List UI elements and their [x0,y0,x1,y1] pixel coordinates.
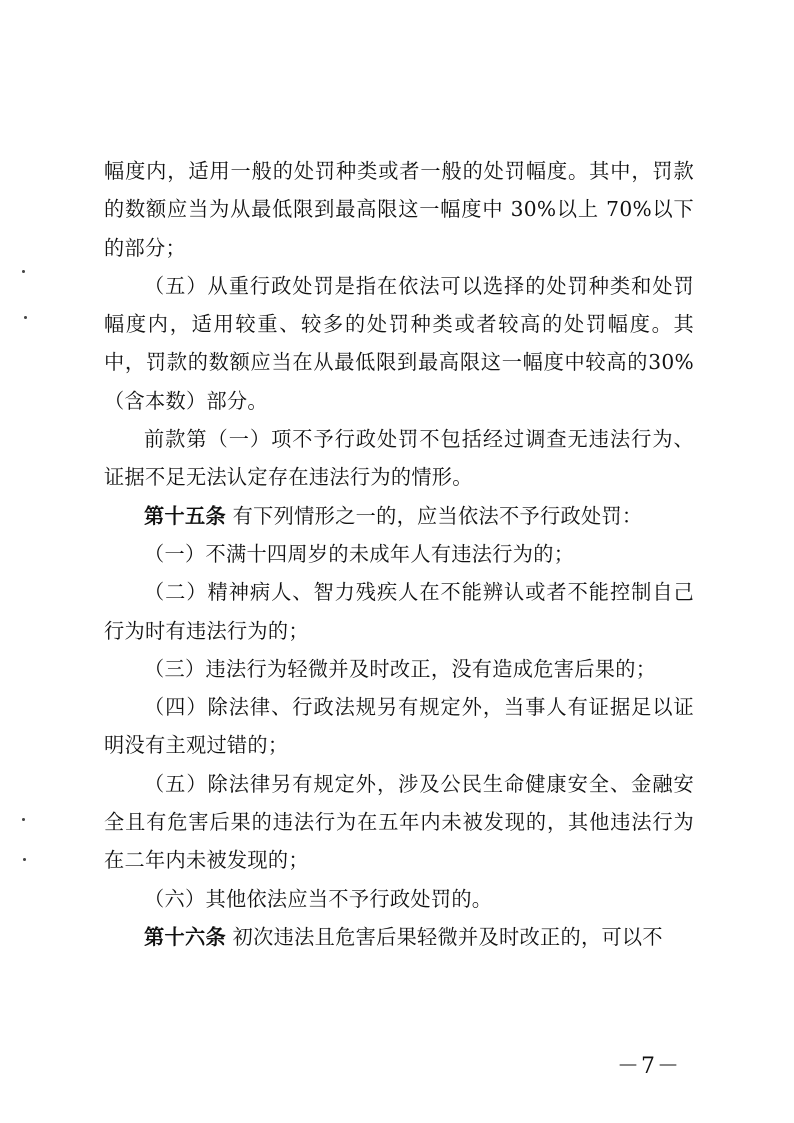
scan-speck [24,316,27,319]
scan-speck [23,858,26,861]
article-number: 第十五条 [144,503,226,528]
paragraph-9 [104,765,694,880]
paragraph-text: 幅度内，适用一般的处罚种类或者一般的处罚幅度。其中，罚款的数额应当为从最低限到最高限这一幅度中 30%以上 70%以下的部分； [104,159,694,260]
article-15-heading [104,497,694,535]
document-body [104,152,694,956]
paragraph-2 [104,267,694,420]
paragraph-text: 初次违法且危害后果轻微并及时改正的，可以不 [225,924,663,949]
paragraph-8 [104,688,694,765]
paragraph-3 [104,420,694,497]
paragraph-7 [104,650,694,688]
paragraph-text: （四）除法律、行政法规另有规定外，当事人有证据足以证明没有主观过错的； [104,695,694,758]
paragraph-text: 前款第（一）项不予行政处罚不包括经过调查无违法行为、证据不足无法认定存在违法行为的情形。 [104,427,694,490]
paragraph-5 [104,535,694,573]
scan-speck [22,270,25,273]
paragraph-text: （五）除法律另有规定外，涉及公民生命健康安全、金融安全且有危害后果的违法行为在五年内未被发现的，其他违法行为在二年内未被发现的； [104,771,694,873]
paragraph-text: （三）违法行为轻微并及时改正，没有造成危害后果的； [144,656,657,681]
paragraph-text: （五）从重行政处罚是指在依法可以选择的处罚种类和处罚幅度内，适用较重、较多的处罚种类或者较高的处罚幅度。其中，罚款的数额应当在从最低限到最高限这一幅度中较高的30%（含本数）部分。 [104,273,694,413]
paragraph-text: 有下列情形之一的，应当依法不予行政处罚： [225,503,643,528]
article-16-heading [104,918,694,956]
paragraph-text: （六）其他依法应当不予行政处罚的。 [144,886,493,911]
paragraph-1 [104,152,694,267]
page-number: －7－ [617,1054,681,1079]
article-number: 第十六条 [144,924,226,949]
paragraph-text: （二）精神病人、智力残疾人在不能辨认或者不能控制自己行为时有违法行为的； [104,580,694,643]
scan-speck [22,818,25,821]
paragraph-10 [104,880,694,918]
paragraph-6 [104,573,694,650]
paragraph-text: （一）不满十四周岁的未成年人有违法行为的； [144,541,575,566]
